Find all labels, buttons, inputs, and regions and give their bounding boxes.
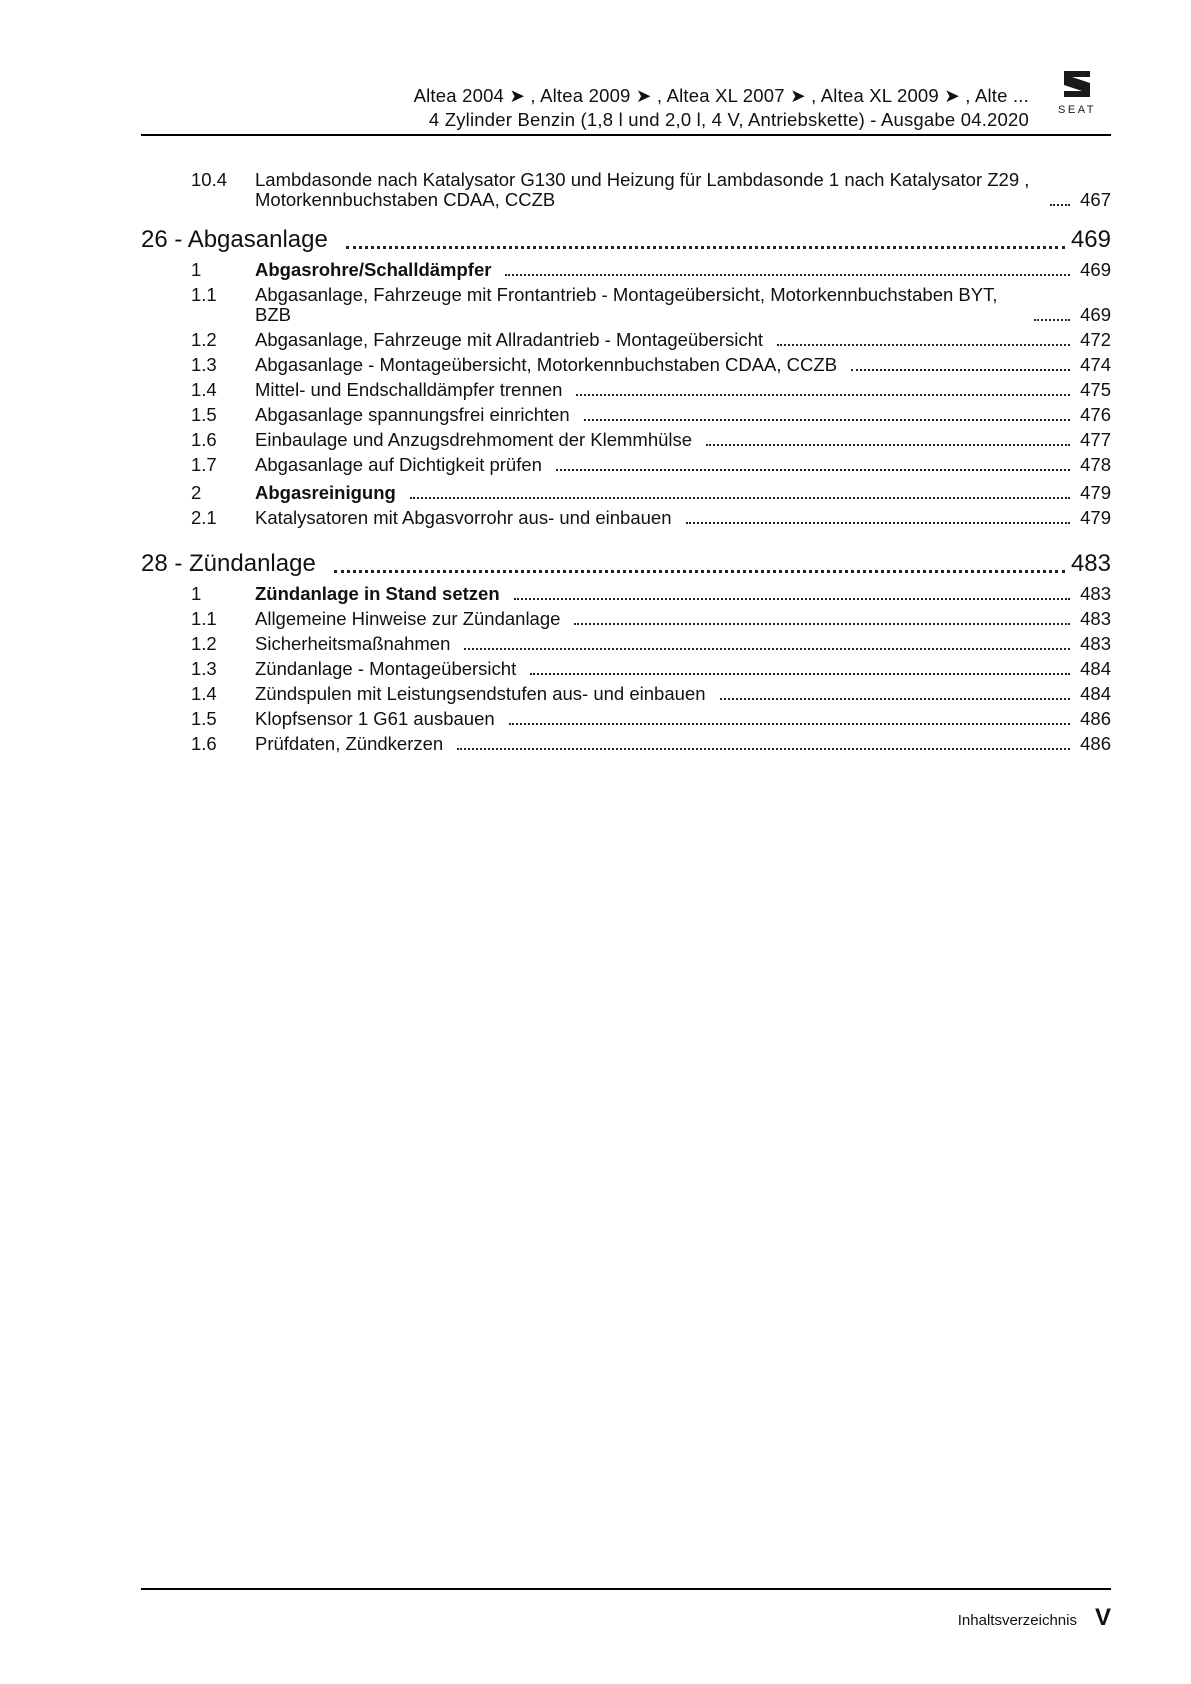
toc-entry-page: 483: [1080, 583, 1111, 604]
chapter-title: 28 - Zündanlage: [141, 550, 316, 577]
dot-leader: [410, 497, 1070, 499]
toc-entry-number: 1.3: [191, 354, 217, 375]
dot-leader: [584, 419, 1070, 421]
toc-entry-title: Mittel- und Endschalldämpfer trennen: [255, 379, 563, 400]
table-of-contents: [141, 170, 1111, 759]
toc-entry-number: 1.5: [191, 404, 217, 425]
toc-entry-page: 469: [1080, 304, 1111, 325]
chapter-title: 26 - Abgasanlage: [141, 226, 328, 253]
dot-leader: [574, 623, 1070, 625]
toc-entry-number: 1.6: [191, 429, 217, 450]
toc-entry-26-1-7[interactable]: [141, 455, 1111, 475]
toc-entry-title: Abgasanlage spannungsfrei einrichten: [255, 404, 570, 425]
seat-logo: [1048, 70, 1106, 116]
toc-entry-number: 10.4: [191, 169, 228, 190]
toc-entry-number: 1: [191, 583, 202, 604]
toc-entry-page: 484: [1080, 658, 1111, 679]
toc-entry-page: 467: [1080, 189, 1111, 210]
toc-entry-28-1-2[interactable]: [141, 634, 1111, 654]
page-footer: [958, 1604, 1111, 1632]
toc-entry-number: 1.2: [191, 329, 217, 350]
chapter-28-heading[interactable]: [141, 550, 1111, 578]
toc-entry-page: 472: [1080, 329, 1111, 350]
toc-entry-page: 469: [1080, 259, 1111, 280]
toc-entry-26-1-1[interactable]: [141, 285, 1111, 325]
dot-leader: [346, 246, 1065, 249]
toc-entry-title: Zündanlage in Stand setzen: [255, 583, 500, 604]
toc-entry-page: 479: [1080, 482, 1111, 503]
dot-leader: [576, 394, 1070, 396]
toc-entry-28-1[interactable]: [141, 584, 1111, 604]
toc-entry-title: Abgasreinigung: [255, 482, 396, 503]
toc-entry-title: Abgasanlage, Fahrzeuge mit Frontantrieb - Montageübersicht, Motorkennbuchstaben BYT, BZB: [255, 284, 998, 325]
dot-leader: [556, 469, 1070, 471]
header-vehicle-models: Altea 2004 ➤ , Altea 2009 ➤ , Altea XL 2007 ➤ , Altea XL 2009 ➤ , Alte ...: [413, 85, 1029, 106]
toc-entry-page: 474: [1080, 354, 1111, 375]
toc-entry-number: 1.4: [191, 379, 217, 400]
header-rule: [141, 134, 1111, 136]
toc-entry-26-1[interactable]: [141, 260, 1111, 280]
toc-entry-number: 1.5: [191, 708, 217, 729]
toc-entry-26-1-3[interactable]: [141, 355, 1111, 375]
dot-leader: [464, 648, 1070, 650]
toc-entry-title: Katalysatoren mit Abgasvorrohr aus- und einbauen: [255, 507, 672, 528]
dot-leader: [720, 698, 1071, 700]
toc-entry-page: 479: [1080, 507, 1111, 528]
dot-leader: [509, 723, 1070, 725]
toc-entry-28-1-3[interactable]: [141, 659, 1111, 679]
dot-leader: [334, 570, 1065, 573]
toc-entry-26-2-1[interactable]: [141, 508, 1111, 528]
toc-entry-page: 475: [1080, 379, 1111, 400]
toc-entry-page: 484: [1080, 683, 1111, 704]
seat-logo-text: SEAT: [1058, 104, 1096, 116]
dot-leader: [851, 369, 1070, 371]
toc-entry-number: 1.7: [191, 454, 217, 475]
toc-entry-title: Abgasanlage, Fahrzeuge mit Allradantrieb - Montageübersicht: [255, 329, 764, 350]
toc-entry-page: 483: [1080, 633, 1111, 654]
dot-leader: [457, 748, 1070, 750]
toc-entry-10-4[interactable]: [141, 170, 1111, 210]
footer-rule: [141, 1588, 1111, 1590]
toc-entry-28-1-6[interactable]: [141, 734, 1111, 754]
toc-entry-page: 486: [1080, 708, 1111, 729]
dot-leader: [706, 444, 1070, 446]
toc-entry-title: Klopfsensor 1 G61 ausbauen: [255, 708, 495, 729]
toc-entry-28-1-1[interactable]: [141, 609, 1111, 629]
toc-entry-page: 477: [1080, 429, 1111, 450]
chapter-page: 483: [1070, 550, 1111, 577]
chapter-26-heading[interactable]: [141, 226, 1111, 254]
dot-leader: [686, 522, 1071, 524]
toc-entry-title: Abgasanlage auf Dichtigkeit prüfen: [255, 454, 542, 475]
footer-section-label: Inhaltsverzeichnis: [957, 1612, 1077, 1629]
footer-page-number: V: [1094, 1604, 1111, 1631]
toc-entry-title: Lambdasonde nach Katalysator G130 und Heizung für Lambdasonde 1 nach Katalysator Z29 , Motorkennbuchstaben CDAA, CCZB: [255, 169, 1030, 210]
toc-entry-title: Abgasrohre/Schalldämpfer: [255, 259, 492, 280]
dot-leader: [514, 598, 1070, 600]
toc-entry-title: Abgasanlage - Montageübersicht, Motorkennbuchstaben CDAA, CCZB: [255, 354, 838, 375]
toc-entry-26-1-5[interactable]: [141, 405, 1111, 425]
header-engine-edition: 4 Zylinder Benzin (1,8 l und 2,0 l, 4 V, Antriebskette) - Ausgabe 04.2020: [428, 109, 1029, 130]
dot-leader: [1034, 319, 1070, 321]
toc-entry-title: Sicherheitsmaßnahmen: [255, 633, 451, 654]
dot-leader: [1050, 204, 1070, 206]
toc-entry-number: 1.4: [191, 683, 217, 704]
toc-entry-number: 1.1: [191, 608, 217, 629]
toc-entry-title: Zündanlage - Montageübersicht: [255, 658, 517, 679]
toc-entry-number: 1.6: [191, 733, 217, 754]
toc-entry-number: 1.3: [191, 658, 217, 679]
toc-entry-page: 486: [1080, 733, 1111, 754]
running-header: [141, 84, 1029, 132]
toc-entry-title: Prüfdaten, Zündkerzen: [255, 733, 444, 754]
dot-leader: [777, 344, 1070, 346]
toc-entry-number: 1.2: [191, 633, 217, 654]
toc-entry-page: 478: [1080, 454, 1111, 475]
dot-leader: [505, 274, 1070, 276]
dot-leader: [530, 673, 1070, 675]
toc-entry-26-2[interactable]: [141, 483, 1111, 503]
toc-entry-28-1-5[interactable]: [141, 709, 1111, 729]
toc-entry-title: Zündspulen mit Leistungsendstufen aus- und einbauen: [255, 683, 706, 704]
toc-entry-26-1-2[interactable]: [141, 330, 1111, 350]
toc-entry-number: 1: [191, 259, 202, 280]
toc-entry-page: 483: [1080, 608, 1111, 629]
toc-entry-page: 476: [1080, 404, 1111, 425]
toc-entry-26-1-4[interactable]: [141, 380, 1111, 400]
toc-entry-title: Einbaulage und Anzugsdrehmoment der Klemmhülse: [255, 429, 693, 450]
chapter-page: 469: [1070, 226, 1111, 253]
toc-entry-number: 1.1: [191, 284, 217, 305]
toc-entry-28-1-4[interactable]: [141, 684, 1111, 704]
toc-entry-26-1-6[interactable]: [141, 430, 1111, 450]
toc-entry-number: 2.1: [191, 507, 217, 528]
toc-entry-number: 2: [191, 482, 202, 503]
toc-entry-title: Allgemeine Hinweise zur Zündanlage: [255, 608, 561, 629]
